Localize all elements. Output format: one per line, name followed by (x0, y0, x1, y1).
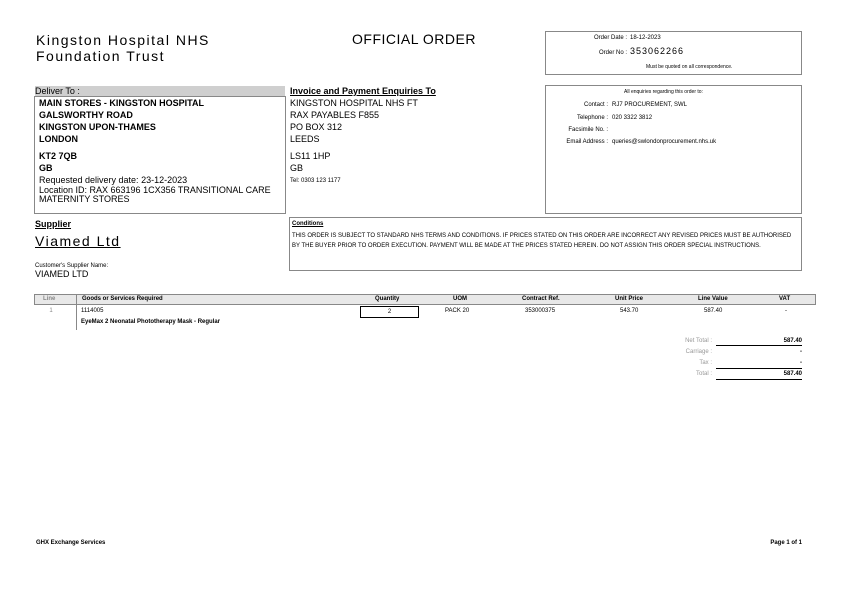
col-vat: VAT (779, 296, 791, 302)
carriage-label: Carriage : (685, 349, 712, 355)
order-no-note: Must be quoted on all correspondence. (646, 64, 733, 70)
tax-value: - (800, 360, 802, 366)
invoice-country: GB (290, 163, 304, 173)
telephone-value: 020 3322 3812 (612, 115, 653, 121)
requested-delivery-date: Requested delivery date: 23-12-2023 (39, 175, 188, 185)
fax-label: Facsimile No. : (568, 127, 608, 133)
conditions-text: THIS ORDER IS SUBJECT TO STANDARD NHS TERMS AND CONDITIONS. IF PRICES STATED ON THIS ORDER ARE INCORRECT ANY REVISED PRICES MUST BE AUTHORISED BY THE BUYER PRIOR TO ORDER EXECUTION. PAYMENT WILL BE MADE AT THE PRICES STATED HEREIN. DO NOT ASSIGN THIS ORDER SPECIAL INSTRUCTIONS. (292, 233, 792, 249)
col-quantity: Quantity (375, 296, 400, 302)
supplier-heading: Supplier (35, 219, 72, 229)
net-total-label: Net Total : (685, 338, 712, 344)
invoice-line-4: LEEDS (290, 134, 320, 144)
order-no-value: 353062266 (630, 46, 685, 56)
tax-label: Tax : (699, 360, 712, 366)
col-contract-ref: Contract Ref. (522, 296, 560, 302)
contact-value: RJ7 PROCUREMENT, SWL (612, 102, 688, 108)
invoice-line-1: KINGSTON HOSPITAL NHS FT (290, 98, 418, 108)
col-unit-price: Unit Price (615, 296, 644, 302)
hospital-name-line2: Foundation Trust (36, 48, 166, 64)
order-date-value: 18-12-2023 (630, 35, 661, 41)
deliver-line-3: KINGSTON UPON-THAMES (39, 122, 156, 132)
footer-left: GHX Exchange Services (36, 540, 106, 546)
net-total-value: 587.40 (783, 338, 802, 344)
order-no-label: Order No : (598, 50, 627, 56)
total-label: Total : (695, 371, 712, 377)
carriage-value: - (800, 349, 802, 355)
location-id: Location ID: RAX 663196 1CX356 TRANSITIONAL CARE MATERNITY STORES (39, 185, 271, 204)
col-line-value: Line Value (698, 296, 728, 302)
hospital-name-line1: Kingston Hospital NHS (36, 32, 210, 48)
invoice-heading: Invoice and Payment Enquiries To (290, 86, 436, 96)
document-title: OFFICIAL ORDER (352, 31, 476, 47)
deliver-line-4: LONDON (39, 134, 78, 144)
col-line: Line (43, 296, 56, 302)
contact-label: Contact : (583, 102, 608, 108)
lines-table-header (34, 294, 816, 305)
invoice-tel: Tel: 0303 123 1177 (290, 178, 341, 184)
row-description: EyeMax 2 Neonatal Phototherapy Mask - Regular (81, 319, 221, 325)
deliver-line-1: MAIN STORES - KINGSTON HOSPITAL (39, 98, 205, 108)
invoice-postcode: LS11 1HP (290, 151, 331, 161)
order-info-box (545, 31, 802, 75)
row-line: 1 (49, 308, 53, 314)
telephone-label: Telephone : (576, 115, 608, 121)
invoice-line-3: PO BOX 312 (290, 122, 343, 132)
footer-page: Page 1 of 1 (770, 540, 802, 546)
row-vat: - (785, 308, 787, 314)
customer-supplier-value: VIAMED LTD (35, 269, 89, 279)
deliver-to-heading: Deliver To : (35, 86, 285, 96)
total-value: 587.40 (783, 371, 802, 377)
deliver-country: GB (39, 163, 53, 173)
row-contract-ref: 353000375 (525, 308, 556, 314)
deliver-line-2: GALSWORTHY ROAD (39, 110, 133, 120)
row-quantity: 2 (387, 309, 392, 315)
supplier-name: Viamed Ltd (35, 233, 121, 249)
row-unit-price: 543.70 (620, 308, 639, 314)
conditions-box (289, 217, 802, 271)
row-code: 1114005 (81, 308, 104, 314)
col-uom: UOM (453, 296, 467, 302)
enquiries-box (545, 85, 802, 214)
conditions-heading: Conditions (292, 221, 324, 227)
customer-supplier-label: Customer's Supplier Name: (35, 263, 109, 269)
row-uom: PACK 20 (445, 308, 470, 314)
email-label: Email Address : (566, 139, 608, 145)
order-date-label: Order Date : (593, 35, 627, 41)
deliver-postcode: KT2 7QB (39, 151, 78, 161)
row-line-value: 587.40 (704, 308, 723, 314)
deliver-to-box (34, 96, 286, 214)
invoice-line-2: RAX PAYABLES F855 (290, 110, 380, 120)
email-value: queries@swlondonprocurement.nhs.uk (612, 139, 717, 145)
col-goods: Goods or Services Required (82, 296, 163, 302)
enquiries-note: All enquiries regarding this order to: (624, 89, 703, 95)
row-quantity-box (360, 306, 419, 318)
